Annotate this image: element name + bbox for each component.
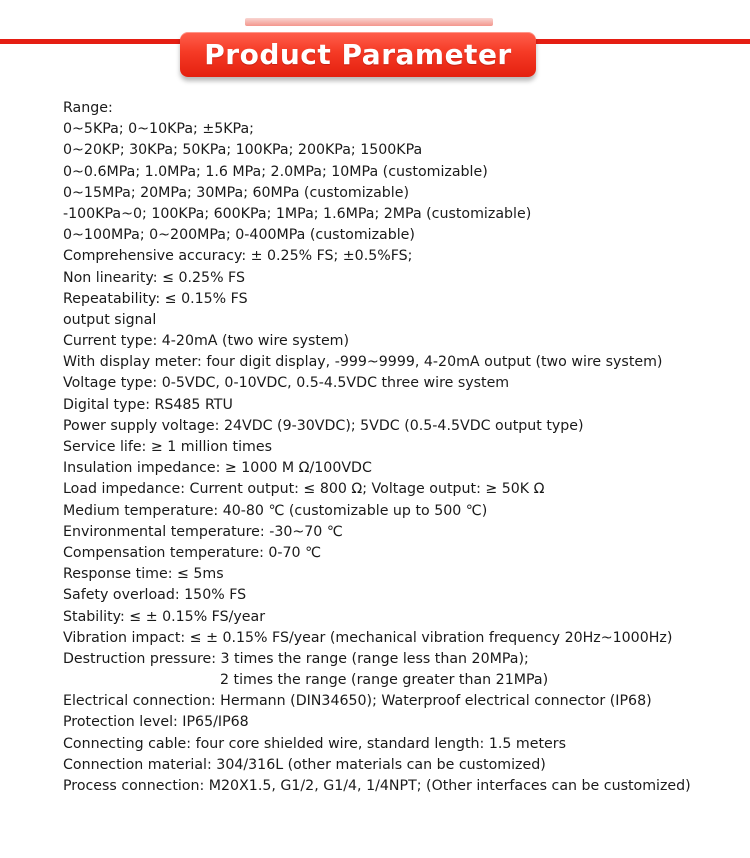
parameter-line: Compensation temperature: 0-70 ℃ xyxy=(63,544,322,561)
parameter-line: Repeatability: ≤ 0.15% FS xyxy=(63,290,248,307)
decorative-strip xyxy=(245,18,493,26)
parameter-line: Non linearity: ≤ 0.25% FS xyxy=(63,269,245,286)
parameter-line: Voltage type: 0-5VDC, 0-10VDC, 0.5-4.5VDC three wire system xyxy=(63,375,510,392)
parameter-line: 0~100MPa; 0~200MPa; 0-400MPa (customizable) xyxy=(63,227,415,244)
parameter-line: 0~15MPa; 20MPa; 30MPa; 60MPa (customizable) xyxy=(63,184,409,201)
parameter-line: -100KPa~0; 100KPa; 600KPa; 1MPa; 1.6MPa; 2MPa (customizable) xyxy=(63,205,532,222)
parameter-line: 0~5KPa; 0~10KPa; ±5KPa; xyxy=(63,121,254,138)
parameter-line: Destruction pressure: 3 times the range (range less than 20MPa); xyxy=(63,650,529,667)
parameter-line: Comprehensive accuracy: ± 0.25% FS; ±0.5%FS; xyxy=(63,248,413,265)
parameter-line: Stability: ≤ ± 0.15% FS/year xyxy=(63,608,266,625)
parameter-line: Medium temperature: 40-80 ℃ (customizable up to 500 ℃) xyxy=(63,502,488,519)
parameter-line: Process connection: M20X1.5, G1/2, G1/4, 1/4NPT; (Other interfaces can be customized) xyxy=(63,778,691,794)
parameter-line: Environmental temperature: -30~70 ℃ xyxy=(63,523,343,540)
parameter-line: Electrical connection: Hermann (DIN34650); Waterproof electrical connector (IP68) xyxy=(63,693,652,710)
parameter-line: 0~0.6MPa; 1.0MPa; 1.6 MPa; 2.0MPa; 10MPa (customizable) xyxy=(63,163,488,180)
parameter-line: Load impedance: Current output: ≤ 800 Ω; Voltage output: ≥ 50K Ω xyxy=(63,481,545,498)
parameter-line: Digital type: RS485 RTU xyxy=(63,396,233,413)
parameter-list xyxy=(63,98,743,797)
parameter-line: 2 times the range (range greater than 21MPa) xyxy=(220,672,549,689)
section-header xyxy=(0,0,750,110)
parameter-line: Insulation impedance: ≥ 1000 M Ω/100VDC xyxy=(63,460,372,477)
parameter-line: output signal xyxy=(63,311,157,328)
parameter-line: Power supply voltage: 24VDC (9-30VDC); 5VDC (0.5-4.5VDC output type) xyxy=(63,417,584,434)
page-title: Product Parameter xyxy=(204,38,512,71)
parameter-line: With display meter: four digit display, -999~9999, 4-20mA output (two wire system) xyxy=(63,354,663,371)
parameter-line: Service life: ≥ 1 million times xyxy=(63,439,272,455)
parameter-line: Response time: ≤ 5ms xyxy=(63,566,224,583)
title-banner xyxy=(180,32,536,77)
parameter-line: Protection level: IP65/IP68 xyxy=(63,714,249,731)
parameter-line: Safety overload: 150% FS xyxy=(63,587,247,604)
parameter-line: Connecting cable: four core shielded wire, standard length: 1.5 meters xyxy=(63,735,566,752)
parameter-line: Vibration impact: ≤ ± 0.15% FS/year (mechanical vibration frequency 20Hz~1000Hz) xyxy=(63,629,673,646)
parameter-line: Range: xyxy=(63,100,113,116)
parameter-line: Connection material: 304/316L (other materials can be customized) xyxy=(63,756,546,773)
parameter-line: 0~20KP; 30KPa; 50KPa; 100KPa; 200KPa; 1500KPa xyxy=(63,142,423,159)
parameter-line: Current type: 4-20mA (two wire system) xyxy=(63,333,350,350)
